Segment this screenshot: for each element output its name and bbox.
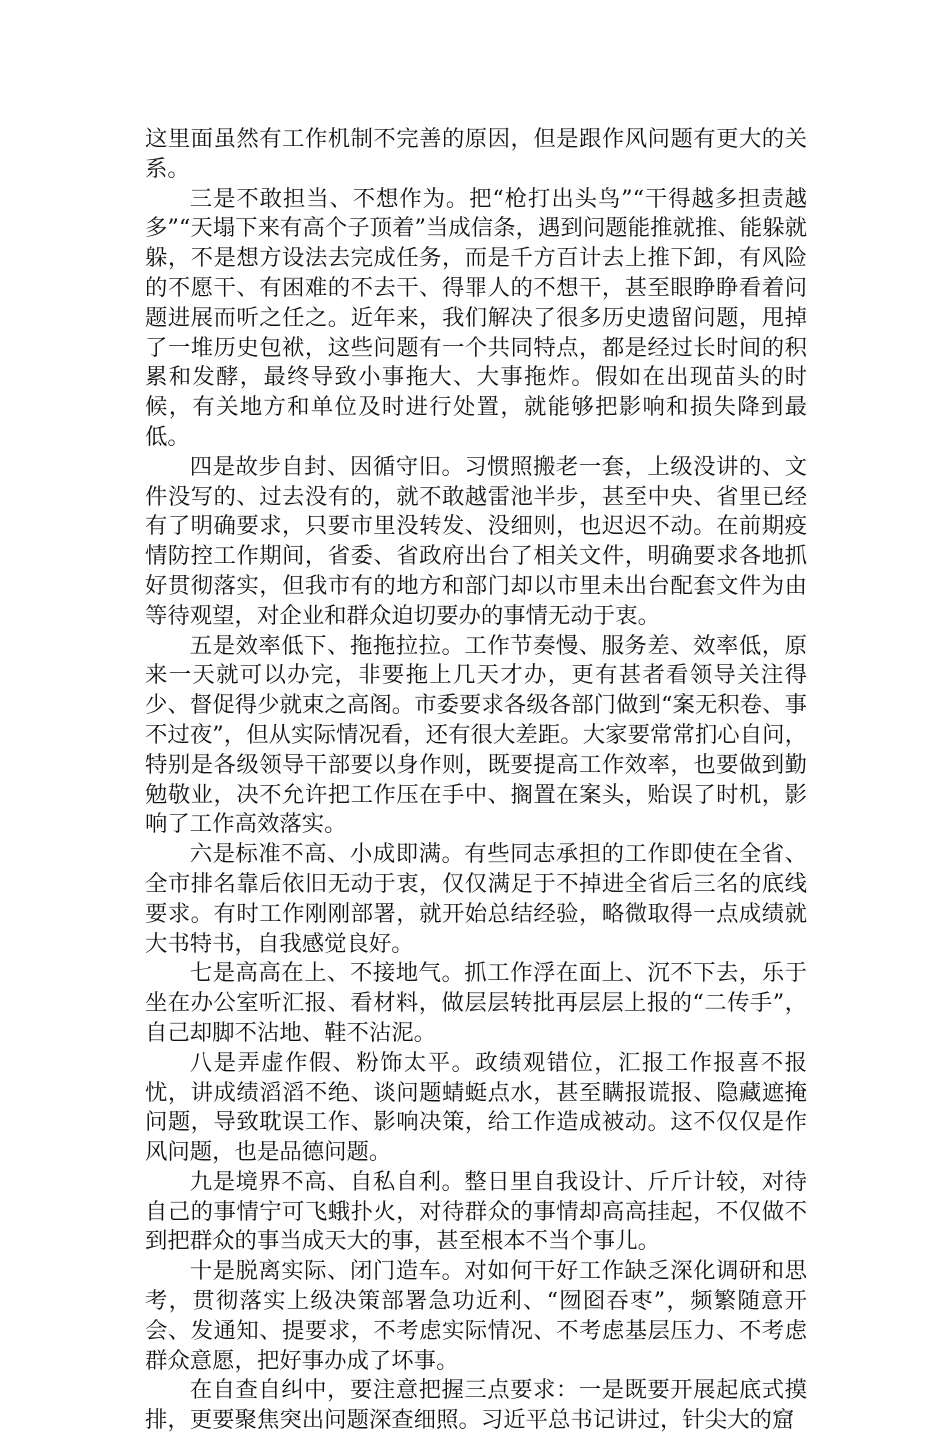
paragraph-continuation: 这里面虽然有工作机制不完善的原因，但是跟作风问题有更大的关系。 bbox=[145, 126, 807, 182]
paragraph-point-four: 四是故步自封、因循守旧。习惯照搬老一套，上级没讲的、文件没写的、过去没有的，就不敢越雷池半步，甚至中央、省里已经有了明确要求，只要市里没转发、没细则，也迟迟不动。在前期疫情防控工作期间，省委、省政府出台了相关文件，明确要求各地抓好贯彻落实，但我市有的地方和部门却以市里未出台配套文件为由等待观望，对企业和群众迫切要办的事情无动于衷。 bbox=[145, 453, 807, 629]
paragraph-point-nine: 九是境界不高、自私自利。整日里自我设计、斤斤计较，对待自己的事情宁可飞蛾扑火，对待群众的事情却高高挂起，不仅做不到把群众的事当成天大的事，甚至根本不当个事儿。 bbox=[145, 1168, 807, 1255]
paragraph-point-eight: 八是弄虚作假、粉饰太平。政绩观错位，汇报工作报喜不报忧，讲成绩滔滔不绝、谈问题蜻蜓点水，甚至瞒报谎报、隐藏遮掩问题，导致耽误工作、影响决策，给工作造成被动。这不仅仅是作风问题，也是品德问题。 bbox=[145, 1049, 807, 1166]
paragraph-self-inspection: 在自查自纠中，要注意把握三点要求：一是既要开展起底式摸排，更要聚焦突出问题深查细照。习近平总书记讲过，针尖大的窟 bbox=[145, 1377, 807, 1434]
paragraph-point-three: 三是不敢担当、不想作为。把“枪打出头鸟”“干得越多担责越多”“天塌下来有高个子顶着”当成信条，遇到问题能推就推、能躲就躲，不是想方设法去完成任务，而是千方百计去上推下卸，有风险的不愿干、有困难的不去干、得罪人的不想干，甚至眼睁睁看着问题进展而听之任之。近年来，我们解决了很多历史遗留问题，甩掉了一堆历史包袱，这些问题有一个共同特点，都是经过长时间的积累和发酵，最终导致小事拖大、大事拖炸。假如在出现苗头的时候，有关地方和单位及时进行处置，就能够把影响和损失降到最低。 bbox=[145, 185, 807, 450]
paragraph-point-six: 六是标准不高、小成即满。有些同志承担的工作即使在全省、全市排名靠后依旧无动于衷，仅仅满足于不掉进全省后三名的底线要求。有时工作刚刚部署，就开始总结经验，略微取得一点成绩就大书特书，自我感觉良好。 bbox=[145, 841, 807, 957]
document-body bbox=[145, 125, 807, 1436]
paragraph-point-ten: 十是脱离实际、闭门造车。对如何干好工作缺乏深化调研和思考，贯彻落实上级决策部署急功近利、“囫囵吞枣”，频繁随意开会、发通知、提要求，不考虑实际情况、不考虑基层压力、不考虑群众意愿，把好事办成了坏事。 bbox=[145, 1258, 807, 1374]
paragraph-point-five: 五是效率低下、拖拖拉拉。工作节奏慢、服务差、效率低，原来一天就可以办完，非要拖上几天才办，更有甚者看领导关注得少、督促得少就束之高阁。市委要求各级各部门做到“案无积卷、事不过夜”，但从实际情况看，还有很大差距。大家要常常扪心自问，特别是各级领导干部要以身作则，既要提高工作效率，也要做到勤勉敬业，决不允许把工作压在手中、搁置在案头，贻误了时机，影响了工作高效落实。 bbox=[145, 632, 807, 838]
paragraph-point-seven: 七是高高在上、不接地气。抓工作浮在面上、沉不下去，乐于坐在办公室听汇报、看材料，做层层转批再层层上报的“二传手”，自己却脚不沾地、鞋不沾泥。 bbox=[145, 960, 807, 1046]
